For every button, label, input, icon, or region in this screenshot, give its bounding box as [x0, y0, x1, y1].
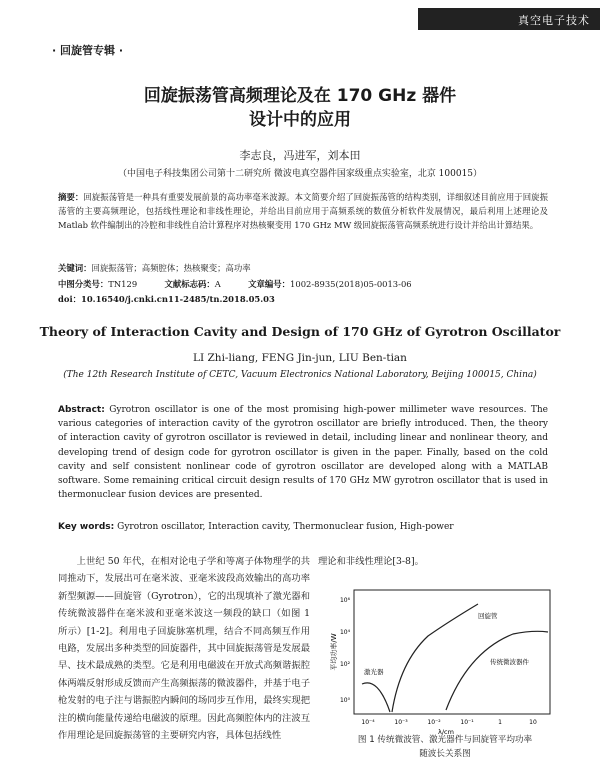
article-no-label: 文章编号： — [248, 279, 291, 289]
cn-classification-line — [58, 278, 548, 290]
y-tick-label: 10² — [339, 661, 350, 668]
y-tick-label: 10⁶ — [339, 597, 350, 604]
curve-label-conventional: 传统微波器件 — [490, 658, 529, 666]
cn-title-line1: 回旋振荡管高频理论及在 170 GHz 器件 — [143, 86, 457, 106]
journal-tag: 真空电子技术 — [518, 14, 590, 27]
doc-code-label: 文献标志码： — [164, 279, 215, 289]
laser-curve — [362, 683, 390, 712]
en-keywords-line — [58, 522, 548, 532]
x-tick-label: 10⁻⁴ — [361, 719, 375, 726]
en-affiliation: (The 12th Research Institute of CETC, Vacuum Electronics National Laboratory, Beijing 100015, China) — [63, 370, 537, 380]
curve-label-laser: 激光器 — [364, 668, 384, 676]
clc-value: TN129 — [108, 279, 138, 289]
x-axis-label: λ/cm — [438, 728, 454, 736]
caption-line2: 随波长关系图 — [419, 749, 471, 759]
cn-abstract — [58, 190, 548, 232]
clc-label: 中图分类号： — [58, 279, 109, 289]
en-abstract-text: Gyrotron oscillator is one of the most promising high-power millimeter wave resources. The various categories of interaction cavity of the gyrotron oscillator are briefly introduced. Then, the theory of interaction cavity of gyrotron oscillator is reviewed in detail, including linear and nonlinear theory, and developing trend of design code for gyrotron oscillator is given in the paper. Finally, based on the cold cavity and self consistent nonlinear code of gyrotron oscillator are developed along with a MATLAB software. Some remaining critical circuit design results of 170 GHz MW gyrotron oscillator that is used in thermonuclear fusion devices are presented. — [58, 405, 548, 501]
en-abstract-label: Abstract: — [58, 405, 105, 415]
cn-keywords-label: 关键词： — [58, 263, 92, 273]
curve-label-gyrotron: 回旋管 — [478, 612, 498, 620]
en-keywords-label: Key words: — [58, 522, 115, 532]
y-tick-label: 10⁴ — [339, 629, 350, 636]
body-left-column: 上世纪 50 年代，在相对论电子学和等离子体物理学的共同推动下，发展出可在毫米波、亚毫米波段高效输出的高功率新型频源——回旋管（Gyrotron），它的出现填补了激光器和传统微波器件在毫米波和亚毫米波这一频段的缺口（如图 1 所示）[1-2]。利用电子回旋脉塞机理，结合不同高频互作用电路，发展出多种类型的回旋器件，其中回旋振荡管是发展最早、技术最成熟的类型。它是利用电磁波在开放式高频谐振腔体两端反射形成反馈而产生高频振荡的微波器件，并基于电子枪发射的电子注与谐振腔内瞬间的场同步互作用，最终实现把注的横向能量传递给电磁波的原理。因此高频腔体内的注波互作用理论是回旋振荡管的主要研究内容，具体包括线性 — [58, 556, 310, 742]
cn-keywords-line — [58, 262, 251, 274]
body-right-column-line: 理论和非线性理论[3-8]。 — [318, 556, 424, 567]
cn-abstract-text: 回旋振荡管是一种具有重要发展前景的高功率毫米波源。本文简要介绍了回旋振荡管的结构类别，详细叙述目前应用于回旋振荡管的主要高频理论，包括线性理论和非线性理论，并给出目前应用于高频系统的数值分析软件发展情况，最后利用上述理论及 Matlab 软件编制出的冷腔和非线性自洽计算程序对热核聚变用 170 GHz MW 级回旋振荡管高频系统进行设计并给出计算结果。 — [58, 192, 549, 230]
article-no-value: 1002-8935(2018)05-0013-06 — [290, 279, 412, 289]
en-authors: LI Zhi-liang, FENG Jin-jun, LIU Ben-tian — [193, 352, 407, 364]
y-axis-label: 平均功率/W — [330, 633, 338, 671]
figure-1-plot — [328, 582, 560, 736]
gyrotron-curve — [392, 604, 478, 712]
cn-affiliation: （中国电子科技集团公司第十二研究所 微波电真空器件国家级重点实验室，北京 100015） — [117, 169, 483, 179]
doi-line: doi：10.16540/j.cnki.cn11-2485/tn.2018.05.03 — [58, 294, 275, 304]
figure-1 — [328, 582, 560, 736]
en-abstract — [58, 403, 548, 502]
y-tick-label: 10⁰ — [339, 697, 350, 704]
journal-header-bar — [418, 8, 600, 30]
cn-keywords: 回旋振荡管；高频腔体；热核聚变；高功率 — [91, 263, 251, 273]
figure-1-caption — [320, 733, 570, 761]
cn-abstract-label: 摘要： — [58, 192, 84, 202]
section-label: · 回旋管专辑 · — [52, 44, 124, 57]
en-keywords: Gyrotron oscillator, Interaction cavity, Thermonuclear fusion, High-power — [117, 522, 454, 532]
cn-title-line2: 设计中的应用 — [249, 110, 351, 130]
x-tick-label: 10⁻¹ — [460, 719, 474, 726]
caption-line1: 图 1 传统微波管、激光器件与回旋管平均功率 — [357, 735, 533, 745]
en-title: Theory of Interaction Cavity and Design of 170 GHz of Gyrotron Oscillator — [39, 324, 561, 339]
cn-authors: 李志良，冯进军，刘本田 — [239, 149, 361, 162]
doc-code-value: A — [214, 279, 221, 289]
x-tick-label: 1 — [498, 719, 502, 726]
conventional-device-curve — [446, 631, 548, 710]
x-tick-label: 10 — [529, 719, 537, 726]
x-tick-label: 10⁻³ — [394, 719, 408, 726]
x-tick-label: 10⁻² — [427, 719, 441, 726]
